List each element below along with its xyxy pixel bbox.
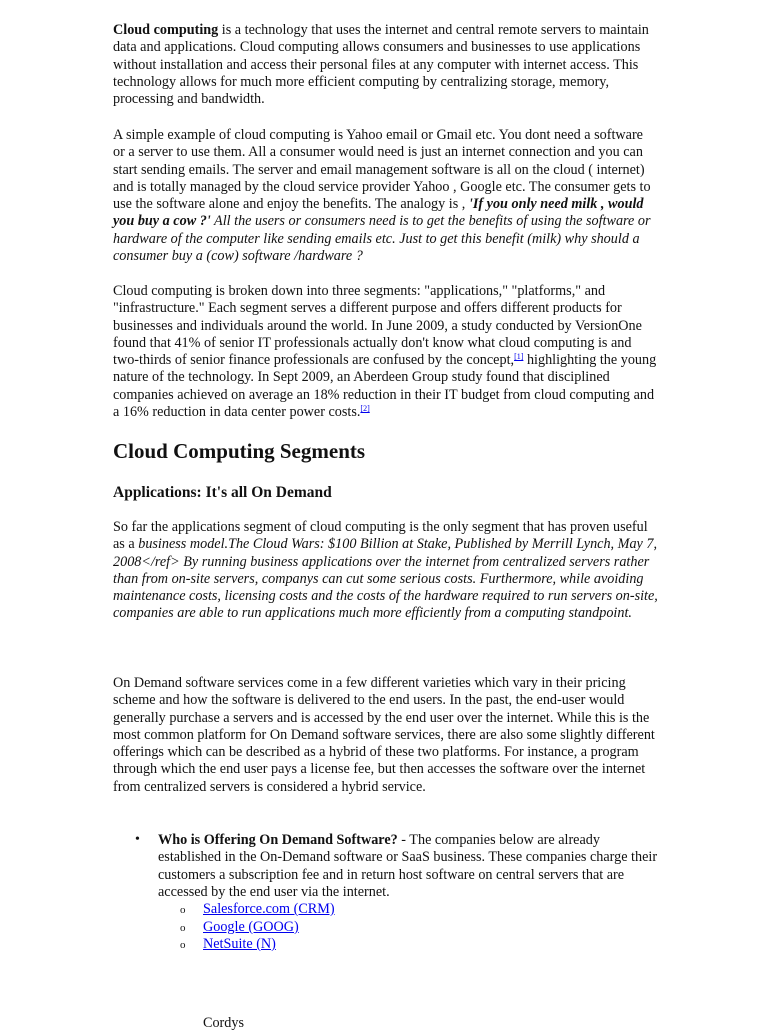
- cutoff-text: Cordys: [203, 1015, 244, 1031]
- example-text: A simple example of cloud computing is Yahoo email or Gmail etc. You dont need a software or a server to use them. All a consumer would need is just an internet connection and you can start sending emails. The server and email management software is all on the cloud ( internet) and is totally managed by the cloud service provider Yahoo , Google etc. The consumer gets to use the software alone and enjoy the benefits. The analogy is ,: [113, 127, 651, 213]
- applications-paragraph: [113, 519, 658, 623]
- subsection-heading: Applications: It's all On Demand: [113, 484, 332, 501]
- applications-text: So far the applications segment of cloud computing is the only segment that has proven useful as a: [113, 519, 648, 553]
- intro-paragraph: [113, 22, 658, 108]
- segments-paragraph: [113, 283, 658, 421]
- example-italic: All the users or consumers need is to get the benefits of using the software or hardware of the computer like sending emails etc. Just to get this benefit (milk) why should a consumer buy a (cow) software /hardware ?: [113, 213, 651, 265]
- list-marker: o: [180, 904, 186, 916]
- segments-text-1: Cloud computing is broken down into three segments: "applications," "platforms," and "infrastructure." Each segment serves a different purpose and offers different products for businesses and individuals around the world. In June 2009, a study conducted by VersionOne found that 41% of senior IT professionals actually don't know what cloud computing is and two-thirds of senior finance professionals are confused by the concept,: [113, 283, 642, 369]
- company-list-item: [180, 936, 276, 954]
- bullet-title: Who is Offering On Demand Software?: [158, 832, 398, 848]
- list-marker: o: [180, 922, 186, 934]
- company-list-item: [180, 919, 299, 937]
- company-list-item: [180, 901, 335, 919]
- milk-quote: 'If you only need milk , would you buy a cow ?': [113, 196, 644, 230]
- example-paragraph: [113, 127, 658, 265]
- bullet-text: - The companies below are already established in the On-Demand software or SaaS business. These companies charge their customers a subscription fee and in return host software on central servers that are accessed by the end user via the internet.: [158, 832, 658, 900]
- bullet-item: [158, 832, 658, 901]
- reference-link-2[interactable]: [2]: [360, 404, 370, 414]
- segments-text-2: highlighting the young nature of the technology. In Sept 2009, an Aberdeen Group study found that disciplined companies achieved on average an 18% reduction in their IT budget from cloud computing and a 16% reduction in data center power costs.: [113, 352, 657, 421]
- applications-italic: business model.The Cloud Wars: $100 Billion at Stake, Published by Merrill Lynch, May 7, 2008</ref> By running business applications over the internet from centralized servers rather than from on-site servers, companys can cut some serious costs. Furthermore, while avoiding maintenance costs, licensing costs and the costs of the hardware required to run servers on-site, companies are able to run applications much more efficiently from a computing standpoint.: [113, 536, 658, 622]
- netsuite-link[interactable]: NetSuite (N): [203, 936, 276, 952]
- bullet-marker: •: [135, 832, 140, 847]
- on-demand-paragraph: On Demand software services come in a few different varieties which vary in their pricing scheme and how the software is delivered to the end users. In the past, the end-user would generally purchase a servers and is accessed by the end user over the internet. While this is the most common platform for On Demand software services, there are also some slightly different offerings which can be described as a hybrid of these two platforms. For instance, a program through which the end user pays a license fee, but then accesses the software over the internet from centralized servers is considered a hybrid service.: [113, 675, 655, 795]
- list-marker: o: [180, 939, 186, 951]
- google-link[interactable]: Google (GOOG): [203, 919, 299, 935]
- intro-term: Cloud computing: [113, 22, 219, 38]
- intro-text: is a technology that uses the internet and central remote servers to maintain data and applications. Cloud computing allows consumers and businesses to use applications without installation and access their personal files at any computer with internet access. This technology allows for much more efficient computing by centralizing storage, memory, processing and bandwidth.: [113, 22, 649, 108]
- reference-link-1[interactable]: [1]: [514, 352, 524, 362]
- section-heading: Cloud Computing Segments: [113, 439, 366, 463]
- salesforce-link[interactable]: Salesforce.com (CRM): [203, 901, 335, 917]
